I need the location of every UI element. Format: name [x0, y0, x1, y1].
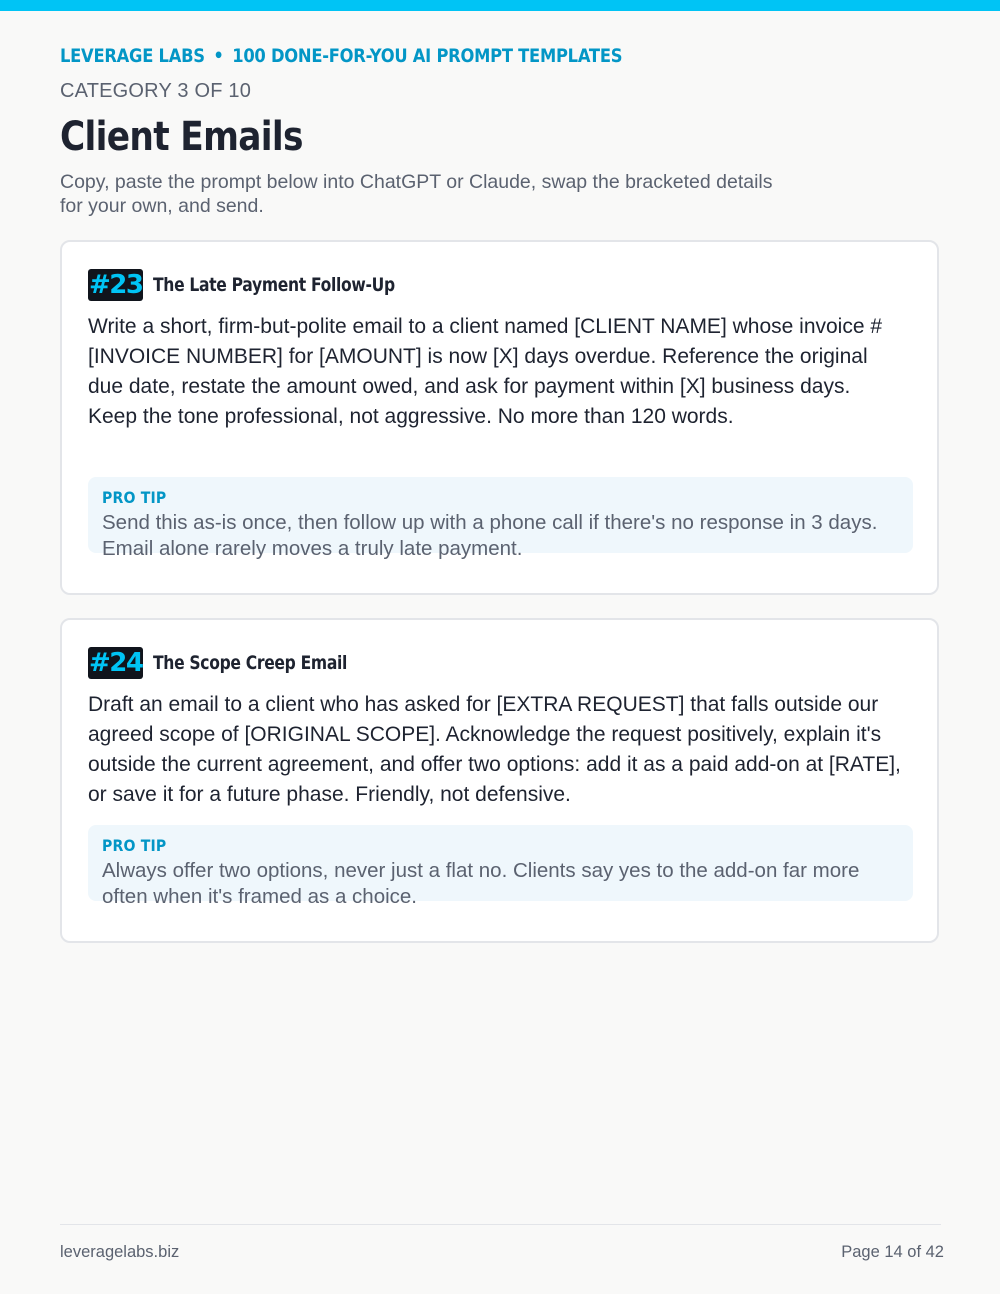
pro-tip-box	[88, 477, 913, 560]
prompt-number-badge: #24	[89, 648, 143, 678]
prompt-text: Draft an email to a client who has asked for [EXTRA REQUEST] that falls outside our agreed scope of [ORIGINAL SCOPE]. Acknowledge the request positively, explain it's outside the current agreement, and offer two options: add it as a paid add-on at [RATE], or save it for a future phase. Friendly, not defensive.	[88, 693, 901, 806]
page-intro: Copy, paste the prompt below into ChatGPT or Claude, swap the bracketed details for your own, and send.	[60, 171, 773, 217]
page-title: Client Emails	[60, 114, 303, 160]
footer-divider	[60, 1224, 941, 1225]
prompt-card	[60, 240, 939, 595]
pro-tip-text: Always offer two options, never just a flat no. Clients say yes to the add-on far more often when it's framed as a choice.	[102, 859, 860, 908]
prompt-number-badge: #23	[89, 270, 143, 300]
prompt-text: Write a short, firm-but-polite email to a client named [CLIENT NAME] whose invoice #[INVOICE NUMBER] for [AMOUNT] is now [X] days overdue. Reference the original due date, restate the amount owed, and ask for payment within [X] business days. Keep the tone professional, not aggressive. No more than 120 words.	[88, 315, 883, 428]
pro-tip-label: PRO TIP	[102, 836, 167, 855]
prompt-card-header	[88, 646, 390, 680]
brand-name: LEVERAGE LABS	[60, 45, 205, 67]
prompt-title: The Late Payment Follow-Up	[153, 274, 396, 296]
prompt-card-header	[88, 268, 448, 302]
product-name: 100 DONE-FOR-YOU AI PROMPT TEMPLATES	[232, 45, 623, 67]
pro-tip-label: PRO TIP	[102, 488, 167, 507]
pro-tip-text: Send this as-is once, then follow up with a phone call if there's no response in 3 days. Email alone rarely moves a truly late payment.	[102, 511, 878, 560]
prompt-card	[60, 618, 939, 943]
footer-website: leveragelabs.biz	[60, 1243, 180, 1261]
category-label: CATEGORY 3 OF 10	[60, 80, 252, 102]
pro-tip-box	[88, 825, 913, 908]
header-brand-line	[60, 45, 622, 67]
prompt-title: The Scope Creep Email	[153, 652, 348, 674]
brand-separator: •	[213, 45, 224, 67]
footer-page-number: Page 14 of 42	[841, 1243, 944, 1261]
top-accent-bar	[0, 0, 1000, 11]
